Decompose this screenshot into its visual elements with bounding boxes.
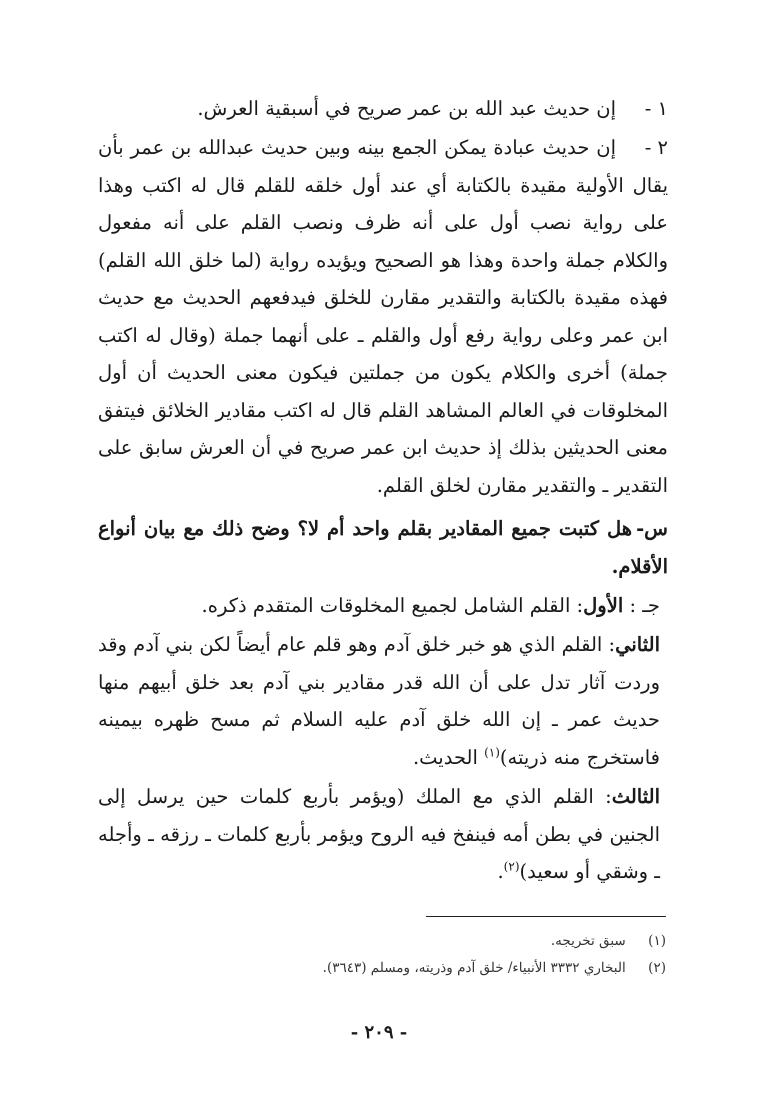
page-number: - ٢٠٩ - xyxy=(350,1022,408,1043)
footnote-text: البخاري ٣٣٣٢ الأنبياء/ خلق آدم وذريته، ومسلم (٣٦٤٣). xyxy=(322,960,626,976)
footnote-1 xyxy=(98,928,666,954)
answer-text: : القلم الشامل لجميع المخلوقات المتقدم ذكره. xyxy=(201,594,584,617)
answer-prefix: جـ : xyxy=(629,594,660,617)
answer-second xyxy=(98,626,660,776)
numbered-item-2 xyxy=(98,129,668,504)
answer-lead: الأول xyxy=(583,594,624,617)
item-number: ١ - xyxy=(644,97,668,120)
item-text: إن حديث عبد الله بن عمر صريح في أسبقية العرش. xyxy=(197,97,616,120)
answer-first xyxy=(98,587,660,625)
third-lead: الثالث xyxy=(611,785,660,808)
second-text: : القلم الذي هو خبر خلق آدم وهو قلم عام أيضاً لكن بني آدم وقد وردت آثار تدل على أن الله قدر مقادير بني آدم بعد خلق أبيهم منها حديث عمر ـ إن الله خلق آدم عليه السلام ثم مسح ظهره بيمينه فاستخرج منه ذريته) xyxy=(98,633,660,769)
item-text: إن حديث عبادة يمكن الجمع بينه وبين حديث عبدالله بن عمر بأن يقال الأولية مقيدة بالكتابة أي عند أول خلقه للقلم قال له اكتب وهذا على رواية نصب أول على أنه ظرف ونصب القلم على أنه مفعول والكلام جملة واحدة وهذا هو الصحيح ويؤيده رواية (لما خلق الله القلم) فهذه مقيدة بالكتابة والتقدير مقارن للخلق فيدفعهم الحديث مع حديث ابن عمر وعلى رواية رفع أول والقلم ـ على أنهما جملة (وقال له اكتب جملة) أخرى والكلام يكون من جملتين فيكون معنى الحديث أن أول المخلوقات في العالم المشاهد القلم قال له اكتب مقادير الخلائق فيتفق معنى الحديثين بذلك إذ حديث ابن عمر صريح في أن العرش سابق على التقدير ـ والتقدير مقارن لخلق القلم. xyxy=(98,136,668,497)
footnote-number: (٢) xyxy=(648,960,666,976)
footnote-number: (١) xyxy=(648,933,666,949)
question-block xyxy=(98,510,668,585)
question-text: هل كتبت جميع المقادير بقلم واحد أم لا؟ وضح ذلك مع بيان أنواع الأقلام. xyxy=(98,517,668,578)
item-number: ٢ - xyxy=(644,136,668,159)
second-lead: الثاني xyxy=(615,633,660,656)
second-tail: الحديث. xyxy=(412,745,485,769)
numbered-item-1 xyxy=(98,90,668,128)
answer-third xyxy=(98,778,660,891)
footnote-divider xyxy=(426,916,666,917)
question-label: س- xyxy=(636,517,668,540)
third-text: : القلم الذي مع الملك (ويؤمر بأربع كلمات حين يرسل إلى الجنين في بطن أمه فينفخ فيه الروح ويؤمر بأربع كلمات ـ رزقه ـ وأجله ـ وشقي أو سعيد) xyxy=(98,785,660,883)
footnote-ref-1[interactable]: (١) xyxy=(484,745,500,759)
footnote-text: سبق تخريجه. xyxy=(550,933,626,949)
footnote-ref-2[interactable]: (٢) xyxy=(503,859,520,874)
footnote-2 xyxy=(98,955,666,981)
third-tail: . xyxy=(497,860,504,883)
